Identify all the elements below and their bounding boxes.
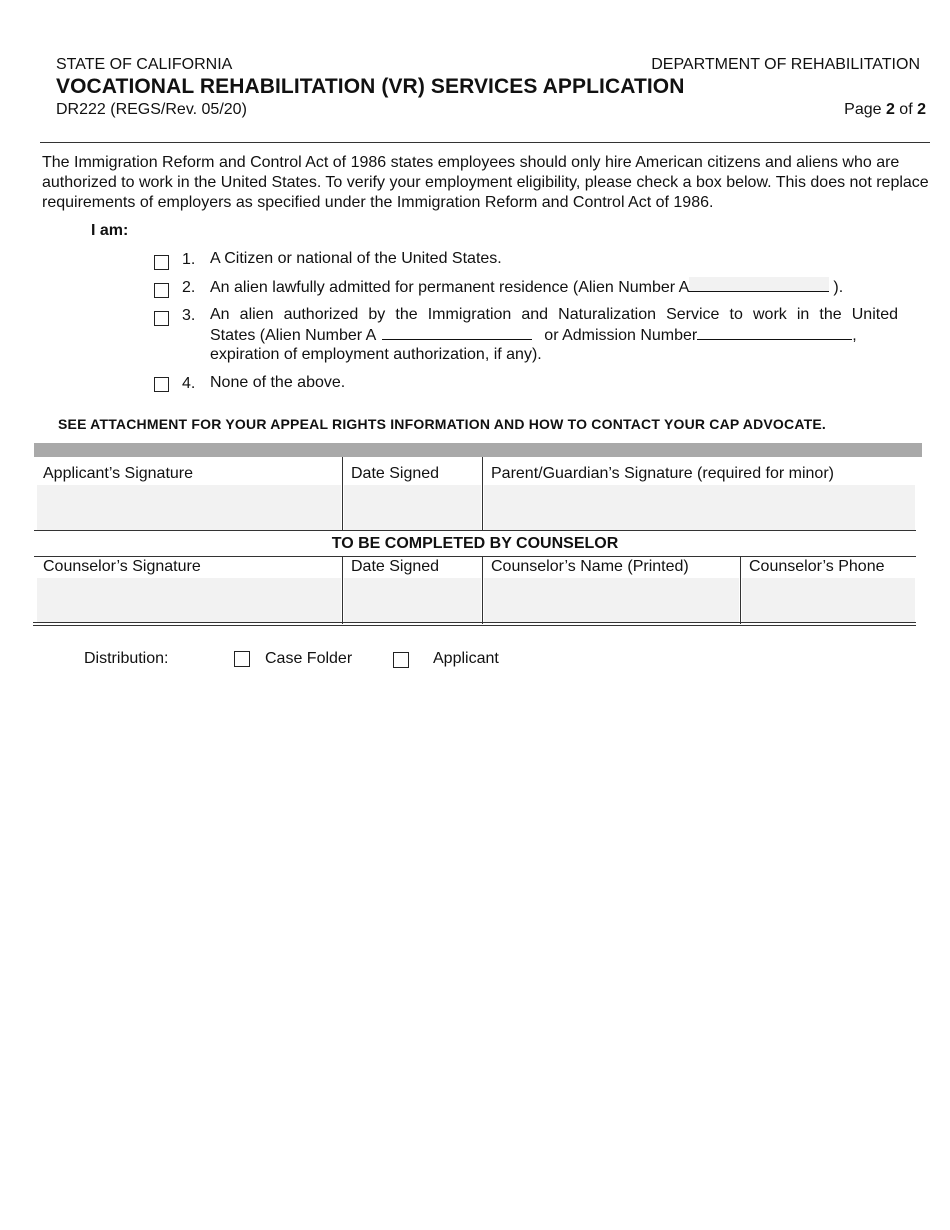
i-am-label: I am: <box>91 222 129 239</box>
counselor-table-top <box>34 556 916 557</box>
guardian-signature-field[interactable] <box>484 485 915 530</box>
page-of: of <box>894 101 918 118</box>
form-title: VOCATIONAL REHABILITATION (VR) SERVICES APPLICATION <box>56 75 685 98</box>
option-3-line-2 <box>210 325 857 346</box>
page-total: 2 <box>917 101 926 118</box>
counselor-signature-label: Counselor’s Signature <box>43 558 201 575</box>
form-id: DR222 (REGS/Rev. 05/20) <box>56 101 247 118</box>
case-folder-checkbox[interactable] <box>234 651 250 667</box>
intro-paragraph: The Immigration Reform and Control Act of 1986 states employees should only hire American citizens and aliens who are authorized to work in the United States. To verify your employment eligibility, please check a box below. This does not replace requirements of employers as specified under the Immigration Reform and Control Act of 1986. <box>42 154 929 211</box>
counselor-date-field[interactable] <box>344 578 481 622</box>
option-3-line-2-b: or Admission Number <box>544 327 698 344</box>
counselor-name-label: Counselor’s Name (Printed) <box>491 558 689 575</box>
applicant-table-bottom <box>34 530 916 531</box>
applicant-copy-checkbox[interactable] <box>393 652 409 668</box>
counselor-heading: TO BE COMPLETED BY COUNSELOR <box>331 535 619 552</box>
option-4-checkbox[interactable] <box>154 377 169 392</box>
applicant-date-label: Date Signed <box>351 465 440 482</box>
case-folder-label: Case Folder <box>265 650 353 667</box>
option-2-text-b: ). <box>833 279 844 296</box>
counselor-name-field[interactable] <box>484 578 739 622</box>
page-prefix: Page <box>844 101 886 118</box>
applicant-signature-label: Applicant’s Signature <box>43 465 194 482</box>
guardian-signature-label: Parent/Guardian’s Signature (required for minor) <box>491 465 834 482</box>
header-divider <box>40 142 930 143</box>
counselor-phone-field[interactable] <box>742 578 915 622</box>
alien-number-field[interactable] <box>689 277 829 292</box>
option-3-number: 3. <box>182 307 196 324</box>
applicant-copy-label: Applicant <box>433 650 499 667</box>
distribution-label: Distribution: <box>84 650 169 667</box>
counselor-table-bottom-2 <box>33 625 916 626</box>
counselor-table-bottom-1 <box>33 622 916 623</box>
option-2-checkbox[interactable] <box>154 283 169 298</box>
counselor-phone-label: Counselor’s Phone <box>749 558 885 575</box>
applicant-divider-2 <box>482 457 483 531</box>
option-4-text: None of the above. <box>210 374 346 391</box>
counselor-divider-1 <box>342 556 343 624</box>
option-3-line-3: expiration of employment authorization, if any). <box>210 346 542 363</box>
option-3-line-1: An alien authorized by the Immigration and Naturalization Service to work in the United <box>210 306 898 323</box>
alien-number-field-2[interactable] <box>382 325 532 340</box>
applicant-signature-field[interactable] <box>37 485 341 530</box>
option-3-line-2-c: , <box>852 327 857 344</box>
state-label: STATE OF CALIFORNIA <box>56 56 233 73</box>
section-band <box>34 443 922 457</box>
option-1-number: 1. <box>182 251 196 268</box>
appeal-rights-notice: SEE ATTACHMENT FOR YOUR APPEAL RIGHTS INFORMATION AND HOW TO CONTACT YOUR CAP ADVOCATE. <box>58 416 826 432</box>
option-3-checkbox[interactable] <box>154 311 169 326</box>
option-1-text: A Citizen or national of the United States. <box>210 250 502 267</box>
counselor-signature-field[interactable] <box>37 578 341 622</box>
option-4-number: 4. <box>182 375 196 392</box>
option-3-line-2-a: States (Alien Number A <box>210 327 377 344</box>
counselor-date-label: Date Signed <box>351 558 440 575</box>
option-1-checkbox[interactable] <box>154 255 169 270</box>
option-2-text-a: An alien lawfully admitted for permanent residence (Alien Number A <box>210 279 690 296</box>
applicant-date-field[interactable] <box>344 485 481 530</box>
page-indicator <box>844 101 926 119</box>
page-current: 2 <box>885 101 895 118</box>
department-label: DEPARTMENT OF REHABILITATION <box>651 56 920 73</box>
applicant-divider-1 <box>342 457 343 531</box>
option-2-number: 2. <box>182 279 196 296</box>
counselor-divider-2 <box>482 556 483 624</box>
admission-number-field[interactable] <box>697 325 852 340</box>
counselor-divider-3 <box>740 556 741 624</box>
option-2-text <box>210 277 843 298</box>
